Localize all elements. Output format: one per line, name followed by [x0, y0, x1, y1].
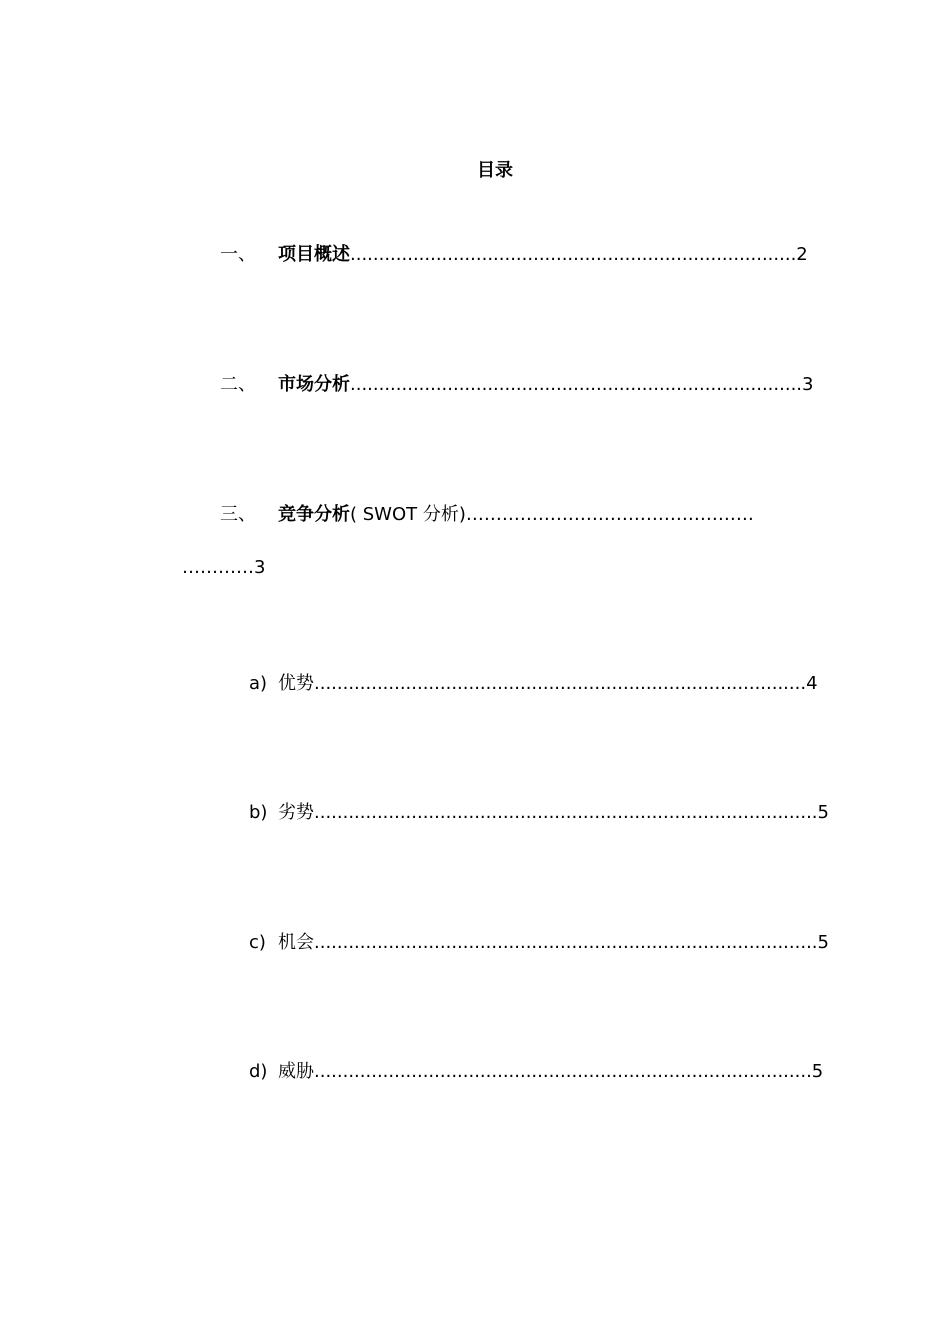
toc-subentry-letter: a) — [249, 673, 268, 694]
toc-entry[interactable] — [220, 502, 754, 528]
toc-leader-dots: ........................................................................................ — [314, 932, 818, 953]
toc-page-number: 3 — [254, 557, 266, 578]
toc-page-number: 5 — [817, 932, 829, 953]
toc-entry-continuation — [182, 555, 265, 581]
toc-subentry[interactable] — [249, 671, 818, 697]
toc-leader-dots: ………… — [182, 557, 254, 578]
toc-subentry-label: 劣势 — [278, 802, 314, 823]
toc-entry-label: 项目概述 — [278, 244, 350, 265]
toc-leader-dots: .............................................................................. — [350, 244, 797, 265]
toc-entry[interactable] — [220, 372, 813, 398]
toc-leader-dots: ...................................................................................... — [314, 673, 807, 694]
toc-subentry[interactable] — [249, 800, 829, 826]
toc-leader-dots: ………………………………………… — [465, 504, 754, 525]
toc-title: 目录 — [477, 160, 513, 181]
toc-leader-dots: ....................................................................................... — [314, 1061, 812, 1082]
toc-entry[interactable] — [220, 242, 808, 268]
toc-entry-number: 一、 — [220, 244, 256, 265]
toc-subentry-label: 机会 — [278, 932, 314, 953]
toc-entry-label: 市场分析 — [278, 374, 350, 395]
toc-page-number: 3 — [802, 374, 814, 395]
toc-page-number: 5 — [811, 1061, 824, 1082]
toc-page-number: 5 — [817, 802, 829, 823]
toc-subentry-label: 威胁 — [278, 1061, 314, 1082]
toc-entry-suffix: ( SWOT 分析) — [350, 504, 466, 525]
toc-subentry[interactable] — [249, 930, 829, 956]
toc-page-number: 4 — [806, 673, 818, 694]
toc-leader-dots: ............................................................................... — [350, 374, 803, 395]
toc-subentry-letter: b) — [249, 802, 268, 823]
toc-entry-number: 三、 — [220, 504, 256, 525]
toc-subentry-letter: d) — [249, 1061, 268, 1082]
toc-entry-label: 竞争分析 — [278, 504, 350, 525]
toc-entry-number: 二、 — [220, 374, 256, 395]
toc-page-number: 2 — [796, 244, 808, 265]
toc-subentry[interactable] — [249, 1059, 823, 1085]
toc-leader-dots: ........................................................................................ — [314, 802, 818, 823]
toc-subentry-letter: c) — [249, 932, 266, 953]
toc-subentry-label: 优势 — [278, 673, 314, 694]
